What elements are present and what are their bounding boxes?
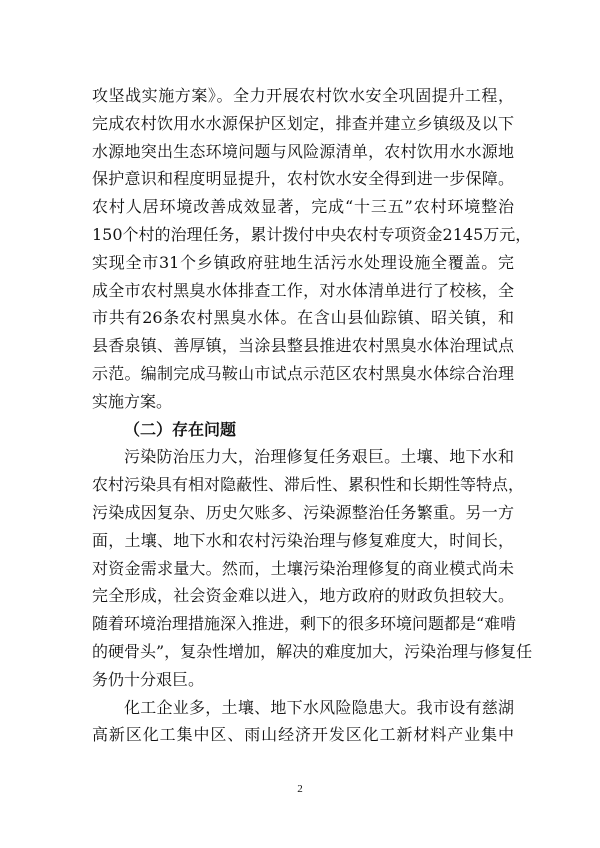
text-line: 面，土壤、地下水和农村污染治理与修复难度大，时间长， — [92, 530, 514, 550]
text-line: 实现全市31个乡镇政府驻地生活污水处理设施全覆盖。完 — [92, 252, 514, 272]
text-line: 市共有26条农村黑臭水体。在含山县仙踪镇、昭关镇，和 — [92, 308, 514, 328]
text-line: 务仍十分艰巨。 — [92, 669, 205, 689]
text-line: 化工企业多，土壤、地下水风险隐患大。我市设有慈湖 — [124, 697, 514, 717]
text-line: 攻坚战实施方案》。全力开展农村饮水安全巩固提升工程， — [92, 86, 514, 105]
text-line: 污染防治压力大，治理修复任务艰巨。土壤、地下水和 — [124, 447, 514, 467]
text-line: 完全形成，社会资金难以进入，地方政府的财政负担较大。 — [92, 586, 514, 606]
body-text — [92, 82, 533, 749]
text-line: 完成农村饮用水水源保护区划定，排查并建立乡镇级及以下 — [92, 113, 514, 133]
text-line: 农村人居环境改善成效显著，完成“十三五”农村环境整治 — [92, 197, 514, 217]
text-line: 县香泉镇、善厚镇，当涂县整县推进农村黑臭水体治理试点 — [92, 336, 514, 356]
text-line: 示范。编制完成马鞍山市试点示范区农村黑臭水体综合治理 — [92, 363, 514, 383]
text-line: 实施方案。 — [92, 391, 173, 411]
text-line: 的硬骨头”，复杂性增加，解决的难度加大，污染治理与修复任 — [92, 641, 533, 661]
text-line: 成全市农村黑臭水体排查工作，对水体清单进行了校核，全 — [92, 280, 514, 300]
section-heading: （二）存在问题 — [124, 419, 237, 439]
text-line: 150个村的治理任务，累计拨付中央农村专项资金2145万元， — [92, 224, 532, 244]
text-line: 污染成因复杂、历史欠账多、污染源整治任务繁重。另一方 — [92, 502, 514, 522]
text-line: 农村污染具有相对隐蔽性、滞后性、累积性和长期性等特点， — [92, 475, 525, 495]
text-line: 随着环境治理措施深入推进，剩下的很多环境问题都是“难啃 — [92, 614, 517, 634]
text-line: 水源地突出生态环境问题与风险源清单，农村饮用水水源地 — [92, 141, 514, 161]
text-line: 对资金需求量大。然而，土壤污染治理修复的商业模式尚未 — [92, 558, 514, 578]
page-number: 2 — [297, 783, 303, 795]
text-line: 保护意识和程度明显提升，农村饮水安全得到进一步保障。 — [92, 169, 514, 189]
text-line: 高新区化工集中区、雨山经济开发区化工新材料产业集中 — [92, 725, 514, 745]
